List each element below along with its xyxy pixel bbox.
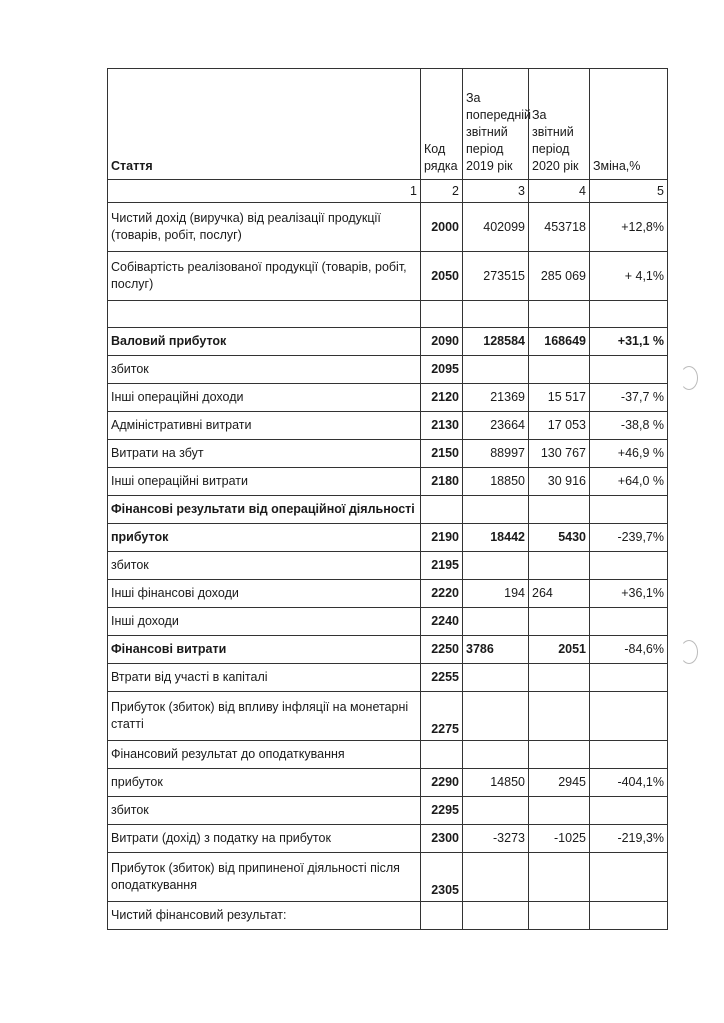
row-prev-value: 402099 — [463, 203, 529, 252]
table-row — [108, 384, 668, 412]
table-row — [108, 825, 668, 853]
table-row — [108, 524, 668, 552]
row-code: 2050 — [421, 252, 463, 301]
row-label: Інші фінансові доходи — [108, 580, 421, 608]
row-change: +12,8% — [590, 203, 668, 252]
table-row — [108, 741, 668, 769]
row-code — [421, 741, 463, 769]
row-curr-value — [529, 692, 590, 741]
row-code: 2130 — [421, 412, 463, 440]
row-prev-value: 194 — [463, 580, 529, 608]
row-label: Інші операційні доходи — [108, 384, 421, 412]
row-code: 2190 — [421, 524, 463, 552]
table-row — [108, 769, 668, 797]
header-change: Зміна,% — [590, 69, 668, 180]
row-label: прибуток — [108, 769, 421, 797]
table-row — [108, 853, 668, 902]
table-row — [108, 412, 668, 440]
row-code: 2275 — [421, 692, 463, 741]
column-number: 2 — [421, 180, 463, 203]
row-label: Фінансові результати від операційної діяльності — [108, 496, 421, 524]
row-prev-value — [463, 692, 529, 741]
row-curr-value — [529, 853, 590, 902]
row-code: 2120 — [421, 384, 463, 412]
row-code: 2295 — [421, 797, 463, 825]
table-row — [108, 797, 668, 825]
row-code: 2090 — [421, 328, 463, 356]
row-code: 2095 — [421, 356, 463, 384]
punch-hole-mark — [680, 640, 698, 664]
row-prev-value: 14850 — [463, 769, 529, 797]
row-prev-value — [463, 797, 529, 825]
row-change: -239,7% — [590, 524, 668, 552]
row-label: Втрати від участі в капіталі — [108, 664, 421, 692]
row-change: -219,3% — [590, 825, 668, 853]
row-curr-value — [529, 797, 590, 825]
row-change — [590, 496, 668, 524]
row-change: +31,1 % — [590, 328, 668, 356]
row-label: Витрати на збут — [108, 440, 421, 468]
row-curr-value — [529, 356, 590, 384]
row-curr-value — [529, 552, 590, 580]
table-row — [108, 328, 668, 356]
row-label: Валовий прибуток — [108, 328, 421, 356]
row-curr-value — [529, 902, 590, 930]
row-change — [590, 356, 668, 384]
header-prev-period: За попередній звітний період 2019 рік — [463, 69, 529, 180]
row-curr-value: 2051 — [529, 636, 590, 664]
row-curr-value: 130 767 — [529, 440, 590, 468]
row-prev-value — [463, 664, 529, 692]
row-prev-value: 128584 — [463, 328, 529, 356]
row-curr-value: -1025 — [529, 825, 590, 853]
row-curr-value: 453718 — [529, 203, 590, 252]
header-code: Код рядка — [421, 69, 463, 180]
row-label: Адміністративні витрати — [108, 412, 421, 440]
row-change — [590, 301, 668, 328]
row-change — [590, 552, 668, 580]
row-label: Фінансові витрати — [108, 636, 421, 664]
row-prev-value — [463, 356, 529, 384]
row-change: +46,9 % — [590, 440, 668, 468]
header-article: Стаття — [108, 69, 421, 180]
row-label — [108, 301, 421, 328]
row-code: 2290 — [421, 769, 463, 797]
row-prev-value: 18442 — [463, 524, 529, 552]
row-label: Фінансовий результат до оподаткування — [108, 741, 421, 769]
table-row — [108, 692, 668, 741]
table-row — [108, 580, 668, 608]
row-prev-value: -3273 — [463, 825, 529, 853]
row-prev-value — [463, 902, 529, 930]
financial-results-table — [107, 68, 668, 930]
column-number: 4 — [529, 180, 590, 203]
table-row — [108, 301, 668, 328]
row-label: Прибуток (збиток) від впливу інфляції на монетарні статті — [108, 692, 421, 741]
row-label: Витрати (дохід) з податку на прибуток — [108, 825, 421, 853]
row-code — [421, 902, 463, 930]
row-label: Собівартість реалізованої продукції (товарів, робіт, послуг) — [108, 252, 421, 301]
row-prev-value — [463, 496, 529, 524]
table-row — [108, 252, 668, 301]
punch-hole-mark — [680, 366, 698, 390]
row-label: Інші доходи — [108, 608, 421, 636]
row-prev-value — [463, 552, 529, 580]
table-row — [108, 356, 668, 384]
row-curr-value — [529, 741, 590, 769]
row-curr-value — [529, 608, 590, 636]
row-curr-value — [529, 496, 590, 524]
row-change: +64,0 % — [590, 468, 668, 496]
table-row — [108, 203, 668, 252]
row-code — [421, 496, 463, 524]
row-curr-value: 15 517 — [529, 384, 590, 412]
row-code — [421, 301, 463, 328]
column-number: 1 — [108, 180, 421, 203]
row-code: 2180 — [421, 468, 463, 496]
row-label: Прибуток (збиток) від припиненої діяльності після оподаткування — [108, 853, 421, 902]
table-row — [108, 902, 668, 930]
row-prev-value — [463, 301, 529, 328]
table-body — [108, 203, 668, 930]
row-code: 2240 — [421, 608, 463, 636]
row-code: 2000 — [421, 203, 463, 252]
table-row — [108, 496, 668, 524]
row-prev-value — [463, 853, 529, 902]
column-number: 5 — [590, 180, 668, 203]
row-change: -37,7 % — [590, 384, 668, 412]
row-curr-value: 30 916 — [529, 468, 590, 496]
row-change — [590, 741, 668, 769]
row-code: 2255 — [421, 664, 463, 692]
row-code: 2250 — [421, 636, 463, 664]
row-curr-value: 5430 — [529, 524, 590, 552]
row-label: збиток — [108, 552, 421, 580]
table-row — [108, 440, 668, 468]
table-row — [108, 552, 668, 580]
row-curr-value: 2945 — [529, 769, 590, 797]
row-curr-value — [529, 301, 590, 328]
row-change — [590, 853, 668, 902]
column-number: 3 — [463, 180, 529, 203]
row-curr-value: 285 069 — [529, 252, 590, 301]
row-prev-value — [463, 608, 529, 636]
row-change — [590, 797, 668, 825]
row-label: Інші операційні витрати — [108, 468, 421, 496]
row-curr-value: 17 053 — [529, 412, 590, 440]
row-code: 2150 — [421, 440, 463, 468]
row-change: -38,8 % — [590, 412, 668, 440]
column-number-row — [108, 180, 668, 203]
table-row — [108, 664, 668, 692]
table-row — [108, 636, 668, 664]
row-change — [590, 902, 668, 930]
row-code: 2300 — [421, 825, 463, 853]
table-row — [108, 468, 668, 496]
row-curr-value: 168649 — [529, 328, 590, 356]
header-curr-period: За звітний період 2020 рік — [529, 69, 590, 180]
row-curr-value — [529, 664, 590, 692]
row-label: прибуток — [108, 524, 421, 552]
row-change: +36,1% — [590, 580, 668, 608]
row-prev-value: 23664 — [463, 412, 529, 440]
row-change — [590, 692, 668, 741]
row-code: 2195 — [421, 552, 463, 580]
row-change: -404,1% — [590, 769, 668, 797]
table-row — [108, 608, 668, 636]
row-label: Чистий фінансовий результат: — [108, 902, 421, 930]
row-label: збиток — [108, 356, 421, 384]
row-prev-value: 3786 — [463, 636, 529, 664]
row-prev-value: 18850 — [463, 468, 529, 496]
row-code: 2305 — [421, 853, 463, 902]
row-change — [590, 664, 668, 692]
row-prev-value — [463, 741, 529, 769]
row-change: + 4,1% — [590, 252, 668, 301]
row-prev-value: 88997 — [463, 440, 529, 468]
row-label: збиток — [108, 797, 421, 825]
row-prev-value: 21369 — [463, 384, 529, 412]
row-label: Чистий дохід (виручка) від реалізації продукції (товарів, робіт, послуг) — [108, 203, 421, 252]
row-change — [590, 608, 668, 636]
row-code: 2220 — [421, 580, 463, 608]
row-prev-value: 273515 — [463, 252, 529, 301]
row-curr-value: 264 — [529, 580, 590, 608]
row-change: -84,6% — [590, 636, 668, 664]
table-header-row — [108, 69, 668, 180]
